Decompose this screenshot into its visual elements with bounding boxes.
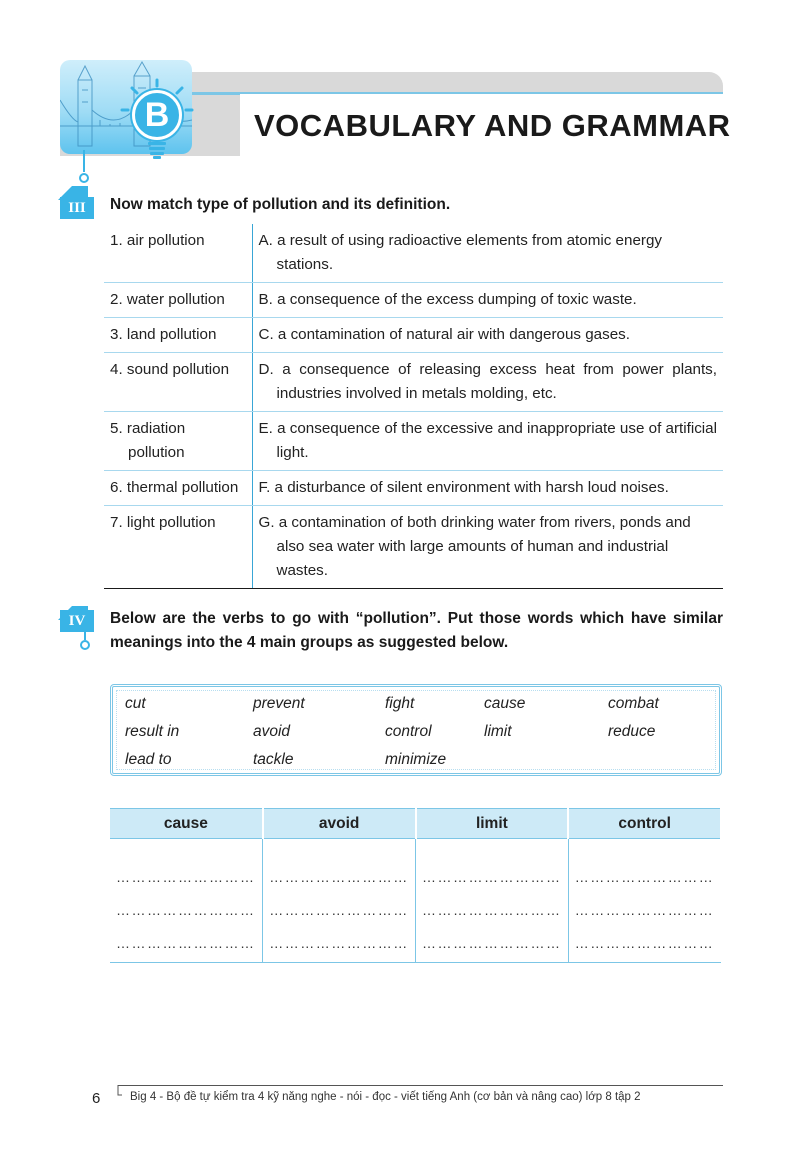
answer-cell[interactable] xyxy=(110,839,263,963)
answer-blank[interactable]: ……………………… xyxy=(269,902,409,918)
pollution-definition: D. a consequence of releasing excess heat from power plants, industries involved in metals molding, etc. xyxy=(252,353,723,412)
table-row xyxy=(104,283,723,318)
word-item: cause xyxy=(484,695,526,712)
table-row xyxy=(104,318,723,353)
word-item: combat xyxy=(608,695,659,712)
answer-blank[interactable]: ……………………… xyxy=(116,869,256,885)
word-item: reduce xyxy=(608,723,656,740)
footer-text: Big 4 - Bộ đề tự kiểm tra 4 kỹ năng nghe - nói - đọc - viết tiếng Anh (cơ bản và nâng cao) lớp 8 tập 2 xyxy=(130,1091,641,1103)
group-header: cause xyxy=(110,809,263,839)
pollution-definition: F. a disturbance of silent environment with harsh loud noises. xyxy=(252,471,723,506)
word-item: prevent xyxy=(253,695,305,712)
answer-cell[interactable] xyxy=(416,839,569,963)
table-header-row xyxy=(110,809,721,839)
table-row xyxy=(104,353,723,412)
pollution-definition: A. a result of using radioactive elements from atomic energy stations. xyxy=(252,224,723,283)
table-row xyxy=(104,224,723,283)
pollution-type: 2. water pollution xyxy=(104,283,252,318)
word-item: control xyxy=(385,723,432,740)
exercise-instruction: Now match type of pollution and its definition. xyxy=(110,196,451,213)
pollution-type: 5. radiation pollution xyxy=(104,412,252,471)
pollution-definition: G. a contamination of both drinking water from rivers, ponds and also sea water with large amounts of human and industrial wastes. xyxy=(252,506,723,589)
exercise-number-badge: IV xyxy=(60,610,94,632)
answer-blank[interactable]: ……………………… xyxy=(574,869,715,885)
page-number: 6 xyxy=(92,1090,101,1107)
exercise-instruction: Below are the verbs to go with “pollution”. Put those words which have similar meanings into the 4 main groups as suggested below. xyxy=(110,610,723,651)
pollution-definition: C. a contamination of natural air with dangerous gases. xyxy=(252,318,723,353)
pollution-type: 6. thermal pollution xyxy=(104,471,252,506)
section-title: VOCABULARY AND GRAMMAR xyxy=(254,108,731,143)
table-row xyxy=(104,506,723,589)
answer-blank[interactable]: ……………………… xyxy=(574,935,715,951)
answer-blank[interactable]: ……………………… xyxy=(116,935,256,951)
groups-table xyxy=(110,808,722,963)
word-item: cut xyxy=(125,695,146,712)
pollution-definition: B. a consequence of the excess dumping of toxic waste. xyxy=(252,283,723,318)
table-row xyxy=(104,412,723,471)
footer-divider xyxy=(118,1085,723,1086)
lightbulb-icon xyxy=(132,90,182,140)
word-item: minimize xyxy=(385,751,447,768)
table-row xyxy=(104,471,723,506)
answer-row xyxy=(110,839,721,963)
answer-blank[interactable]: ……………………… xyxy=(269,869,409,885)
pollution-type: 1. air pollution xyxy=(104,224,252,283)
answer-blank[interactable]: ……………………… xyxy=(422,902,562,918)
word-item: limit xyxy=(484,723,512,740)
word-item: fight xyxy=(385,695,415,712)
answer-blank[interactable]: ……………………… xyxy=(422,935,562,951)
pollution-definition: E. a consequence of the excessive and inappropriate use of artificial light. xyxy=(252,412,723,471)
word-item: tackle xyxy=(253,751,294,768)
answer-blank[interactable]: ……………………… xyxy=(116,902,256,918)
exercise-number-badge: III xyxy=(60,197,94,219)
matching-table xyxy=(104,224,723,589)
lightbulb-base-icon xyxy=(146,140,168,160)
section-letter: B xyxy=(144,96,170,134)
word-item: lead to xyxy=(125,751,172,768)
pollution-type: 4. sound pollution xyxy=(104,353,252,412)
answer-blank[interactable]: ……………………… xyxy=(269,935,409,951)
group-header: control xyxy=(568,809,721,839)
word-item: avoid xyxy=(253,723,291,740)
answer-blank[interactable]: ……………………… xyxy=(422,869,562,885)
word-item: result in xyxy=(125,723,180,740)
badge-dot-icon xyxy=(78,632,92,652)
pollution-type: 7. light pollution xyxy=(104,506,252,589)
answer-blank[interactable]: ……………………… xyxy=(574,902,715,918)
group-header: avoid xyxy=(263,809,416,839)
answer-cell[interactable] xyxy=(263,839,416,963)
pollution-type: 3. land pollution xyxy=(104,318,252,353)
answer-cell[interactable] xyxy=(568,839,721,963)
word-bank xyxy=(110,684,722,776)
group-header: limit xyxy=(416,809,569,839)
